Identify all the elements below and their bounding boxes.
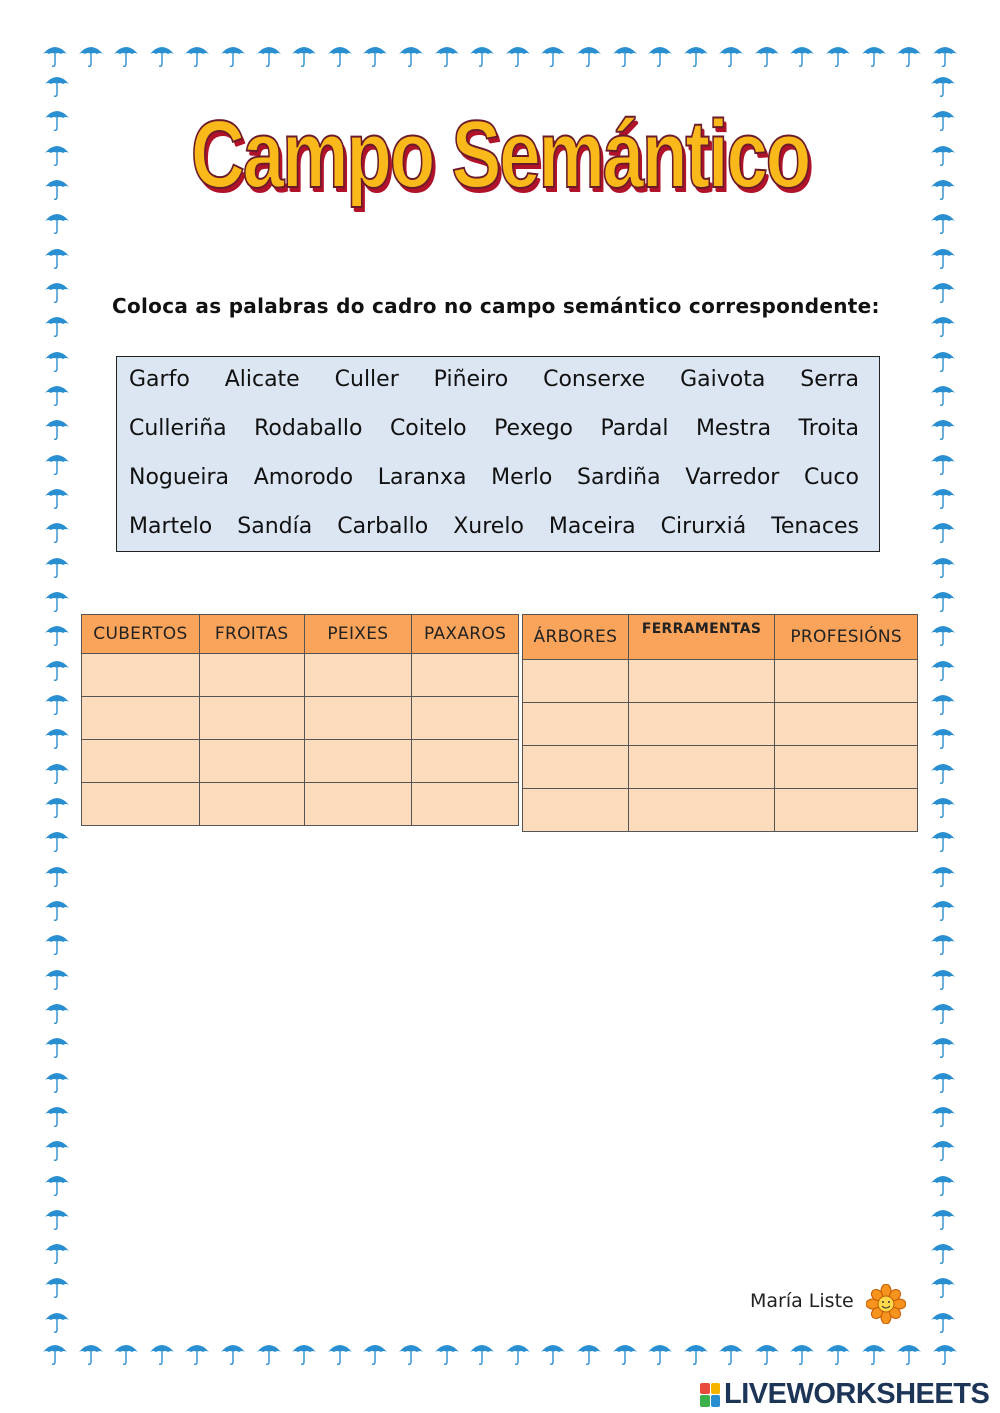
umbrella-icon xyxy=(576,1340,602,1366)
word: Troita xyxy=(798,416,859,441)
answer-cell[interactable] xyxy=(775,746,918,789)
umbrella-icon xyxy=(683,42,709,68)
umbrella-icon xyxy=(930,209,956,235)
umbrella-icon xyxy=(932,42,958,68)
umbrella-icon xyxy=(44,347,70,373)
answer-cell[interactable] xyxy=(199,783,304,826)
umbrella-icon xyxy=(44,759,70,785)
umbrella-icon xyxy=(44,1171,70,1197)
umbrella-icon xyxy=(44,1308,70,1334)
umbrella-icon xyxy=(612,42,638,68)
umbrella-icon xyxy=(44,415,70,441)
umbrella-icon xyxy=(718,1340,744,1366)
word: Alicate xyxy=(224,367,300,392)
answer-cell[interactable] xyxy=(628,660,775,703)
umbrella-icon xyxy=(930,415,956,441)
umbrella-icon xyxy=(44,1205,70,1231)
umbrella-icon xyxy=(44,862,70,888)
umbrella-icon xyxy=(362,1340,388,1366)
answer-cell[interactable] xyxy=(628,703,775,746)
umbrella-icon xyxy=(930,106,956,132)
answer-cell[interactable] xyxy=(412,654,519,697)
answer-cell[interactable] xyxy=(199,654,304,697)
umbrella-icon xyxy=(930,793,956,819)
umbrella-icon xyxy=(44,1239,70,1265)
umbrella-icon xyxy=(930,896,956,922)
word-row xyxy=(129,416,859,441)
word: Laranxa xyxy=(377,465,467,490)
word: Sardiña xyxy=(577,465,661,490)
umbrella-icon xyxy=(44,656,70,682)
header-arbores: ÁRBORES xyxy=(523,615,629,660)
umbrella-icon xyxy=(861,42,887,68)
umbrella-icon xyxy=(540,42,566,68)
border-bottom xyxy=(42,1338,958,1368)
answer-cell[interactable] xyxy=(82,783,200,826)
umbrella-icon xyxy=(434,1340,460,1366)
umbrella-icon xyxy=(930,450,956,476)
umbrella-icon xyxy=(505,42,531,68)
answer-cell[interactable] xyxy=(304,654,412,697)
answer-cell[interactable] xyxy=(628,789,775,832)
umbrella-icon xyxy=(930,141,956,167)
umbrella-icon xyxy=(44,690,70,716)
umbrella-icon xyxy=(930,621,956,647)
border-left xyxy=(42,72,72,1334)
umbrella-icon xyxy=(540,1340,566,1366)
umbrella-icon xyxy=(930,1033,956,1059)
word: Carballo xyxy=(337,514,429,539)
umbrella-icon xyxy=(184,42,210,68)
umbrella-icon xyxy=(44,1033,70,1059)
umbrella-icon xyxy=(930,862,956,888)
umbrella-icon xyxy=(930,1136,956,1162)
umbrella-icon xyxy=(44,209,70,235)
umbrella-icon xyxy=(362,42,388,68)
umbrella-icon xyxy=(896,1340,922,1366)
umbrella-icon xyxy=(469,42,495,68)
answer-cell[interactable] xyxy=(199,740,304,783)
umbrella-icon xyxy=(291,42,317,68)
umbrella-icon xyxy=(930,656,956,682)
logo-mark-icon xyxy=(700,1383,720,1407)
word: Garfo xyxy=(129,367,190,392)
answer-cell[interactable] xyxy=(775,789,918,832)
umbrella-icon xyxy=(44,484,70,510)
word: Culler xyxy=(334,367,399,392)
table-row xyxy=(523,703,918,746)
answer-cell[interactable] xyxy=(523,703,629,746)
answer-cell[interactable] xyxy=(304,783,412,826)
umbrella-icon xyxy=(825,42,851,68)
table-row xyxy=(523,746,918,789)
umbrella-icon xyxy=(44,896,70,922)
liveworksheets-logo xyxy=(700,1378,989,1411)
umbrella-icon xyxy=(220,1340,246,1366)
umbrella-icon xyxy=(398,1340,424,1366)
umbrella-icon xyxy=(754,42,780,68)
answer-cell[interactable] xyxy=(82,654,200,697)
answer-cell[interactable] xyxy=(304,740,412,783)
umbrella-icon xyxy=(930,1171,956,1197)
umbrella-icon xyxy=(930,347,956,373)
logo-text: LIVEWORKSHEETS xyxy=(724,1378,990,1410)
umbrella-icon xyxy=(647,42,673,68)
umbrella-icon xyxy=(44,930,70,956)
answer-cell[interactable] xyxy=(775,703,918,746)
category-table-1 xyxy=(81,614,519,826)
table-row xyxy=(523,789,918,832)
umbrella-icon xyxy=(44,1136,70,1162)
umbrella-icon xyxy=(44,793,70,819)
umbrella-icon xyxy=(44,621,70,647)
umbrella-icon xyxy=(930,1068,956,1094)
umbrella-icon xyxy=(44,106,70,132)
table-row xyxy=(82,740,519,783)
umbrella-icon xyxy=(930,930,956,956)
word: Martelo xyxy=(129,514,213,539)
answer-cell[interactable] xyxy=(412,783,519,826)
umbrella-icon xyxy=(44,450,70,476)
umbrella-icon xyxy=(44,175,70,201)
answer-cell[interactable] xyxy=(523,746,629,789)
umbrella-icon xyxy=(44,1273,70,1299)
umbrella-icon xyxy=(434,42,460,68)
umbrella-icon xyxy=(184,1340,210,1366)
word: Rodaballo xyxy=(254,416,363,441)
umbrella-icon xyxy=(789,42,815,68)
umbrella-icon xyxy=(42,1340,68,1366)
umbrella-icon xyxy=(44,553,70,579)
category-table-2 xyxy=(522,614,918,832)
answer-cell[interactable] xyxy=(523,789,629,832)
umbrella-icon xyxy=(505,1340,531,1366)
umbrella-icon xyxy=(930,312,956,338)
umbrella-icon xyxy=(44,278,70,304)
umbrella-icon xyxy=(930,381,956,407)
word: Coitelo xyxy=(389,416,467,441)
umbrella-icon xyxy=(612,1340,638,1366)
table-row xyxy=(82,783,519,826)
word: Conserxe xyxy=(543,367,646,392)
umbrella-icon xyxy=(44,381,70,407)
umbrella-icon xyxy=(896,42,922,68)
umbrella-icon xyxy=(44,724,70,750)
answer-cell[interactable] xyxy=(82,740,200,783)
header-peixes: PEIXES xyxy=(304,615,412,654)
word: Amorodo xyxy=(253,465,354,490)
umbrella-icon xyxy=(256,42,282,68)
header-cubertos: CUBERTOS xyxy=(82,615,200,654)
umbrella-icon xyxy=(930,72,956,98)
page-title: Campo Semántico xyxy=(190,101,810,208)
umbrella-icon xyxy=(930,1102,956,1128)
word: Mestra xyxy=(695,416,772,441)
word: Cuco xyxy=(804,465,859,490)
umbrella-icon xyxy=(930,999,956,1025)
author-signature: María Liste xyxy=(750,1290,854,1312)
umbrella-icon xyxy=(44,244,70,270)
word: Varredor xyxy=(685,465,780,490)
border-top xyxy=(42,40,958,70)
word-row xyxy=(129,514,859,539)
word: Pardal xyxy=(600,416,669,441)
umbrella-icon xyxy=(930,724,956,750)
umbrella-icon xyxy=(220,42,246,68)
umbrella-icon xyxy=(825,1340,851,1366)
umbrella-icon xyxy=(789,1340,815,1366)
umbrella-icon xyxy=(469,1340,495,1366)
umbrella-icon xyxy=(113,1340,139,1366)
word: Gaivota xyxy=(680,367,766,392)
umbrella-icon xyxy=(930,1308,956,1334)
answer-cell[interactable] xyxy=(628,746,775,789)
umbrella-icon xyxy=(930,553,956,579)
umbrella-icon xyxy=(930,587,956,613)
umbrella-icon xyxy=(683,1340,709,1366)
word-row xyxy=(129,367,859,392)
answer-cell[interactable] xyxy=(412,740,519,783)
umbrella-icon xyxy=(930,244,956,270)
umbrella-icon xyxy=(930,965,956,991)
umbrella-icon xyxy=(44,1102,70,1128)
border-right xyxy=(928,72,958,1334)
umbrella-icon xyxy=(149,1340,175,1366)
umbrella-icon xyxy=(44,312,70,338)
umbrella-icon xyxy=(149,42,175,68)
umbrella-icon xyxy=(113,42,139,68)
word: Sandía xyxy=(237,514,313,539)
word: Serra xyxy=(800,367,859,392)
word: Culleriña xyxy=(129,416,227,441)
word-box xyxy=(116,356,880,552)
table-row xyxy=(523,660,918,703)
umbrella-icon xyxy=(78,42,104,68)
umbrella-icon xyxy=(44,72,70,98)
umbrella-icon xyxy=(930,827,956,853)
table-row xyxy=(82,654,519,697)
word: Tenaces xyxy=(771,514,859,539)
umbrella-icon xyxy=(44,587,70,613)
instruction-text: Coloca as palabras do cadro no campo semántico correspondente: xyxy=(112,294,880,318)
word-row xyxy=(129,465,859,490)
word: Cirurxiá xyxy=(660,514,747,539)
umbrella-icon xyxy=(291,1340,317,1366)
umbrella-icon xyxy=(327,1340,353,1366)
umbrella-icon xyxy=(930,278,956,304)
word: Maceira xyxy=(548,514,636,539)
umbrella-icon xyxy=(576,42,602,68)
umbrella-icon xyxy=(861,1340,887,1366)
umbrella-icon xyxy=(932,1340,958,1366)
word: Merlo xyxy=(491,465,553,490)
umbrella-icon xyxy=(44,1068,70,1094)
word: Piñeiro xyxy=(433,367,509,392)
umbrella-icon xyxy=(718,42,744,68)
umbrella-icon xyxy=(44,965,70,991)
umbrella-icon xyxy=(930,484,956,510)
umbrella-icon xyxy=(78,1340,104,1366)
header-ferramentas: FERRAMENTAS xyxy=(628,615,775,660)
word: Pexego xyxy=(494,416,574,441)
umbrella-icon xyxy=(647,1340,673,1366)
answer-cell[interactable] xyxy=(523,660,629,703)
umbrella-icon xyxy=(930,759,956,785)
umbrella-icon xyxy=(44,141,70,167)
umbrella-icon xyxy=(44,827,70,853)
answer-cell[interactable] xyxy=(775,660,918,703)
umbrella-icon xyxy=(42,42,68,68)
umbrella-icon xyxy=(327,42,353,68)
flower-icon xyxy=(866,1284,906,1324)
header-paxaros: PAXAROS xyxy=(412,615,519,654)
word: Xurelo xyxy=(453,514,524,539)
header-froitas: FROITAS xyxy=(199,615,304,654)
umbrella-icon xyxy=(930,518,956,544)
umbrella-icon xyxy=(930,1205,956,1231)
answer-cell[interactable] xyxy=(199,697,304,740)
umbrella-icon xyxy=(44,518,70,544)
table-row xyxy=(82,697,519,740)
umbrella-icon xyxy=(930,690,956,716)
word: Nogueira xyxy=(129,465,229,490)
umbrella-icon xyxy=(930,1239,956,1265)
umbrella-icon xyxy=(930,1273,956,1299)
header-profesions: PROFESIÓNS xyxy=(775,615,918,660)
umbrella-icon xyxy=(754,1340,780,1366)
umbrella-icon xyxy=(44,999,70,1025)
umbrella-icon xyxy=(930,175,956,201)
umbrella-icon xyxy=(398,42,424,68)
answer-cell[interactable] xyxy=(304,697,412,740)
answer-cell[interactable] xyxy=(412,697,519,740)
answer-cell[interactable] xyxy=(82,697,200,740)
umbrella-icon xyxy=(256,1340,282,1366)
